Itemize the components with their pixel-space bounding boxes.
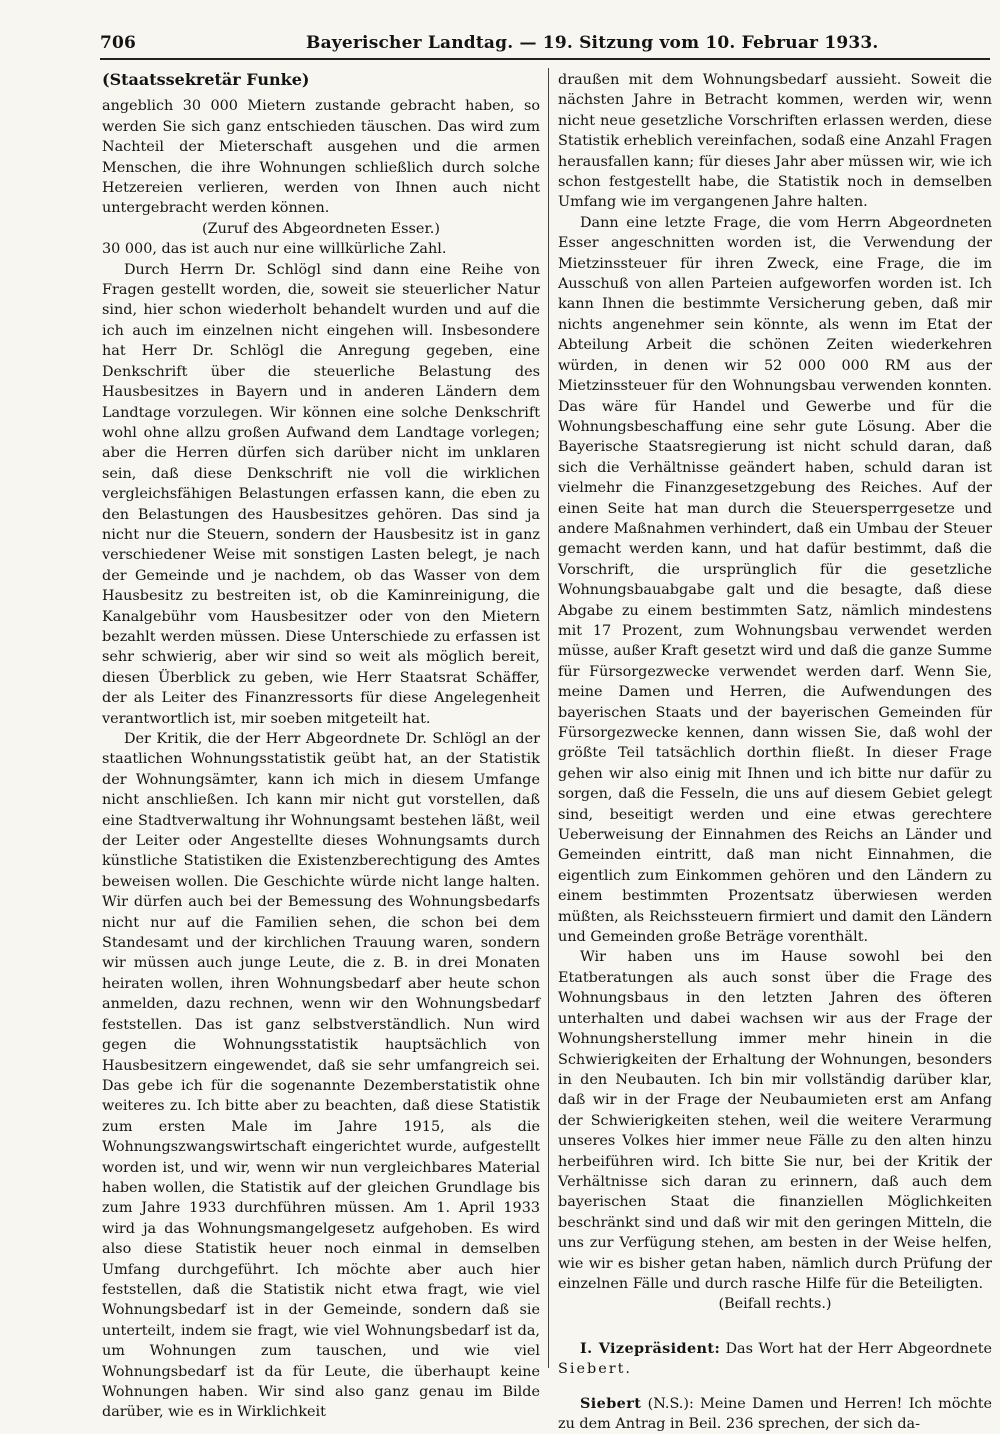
paragraph: angeblich 30 000 Mietern zustande gebracht haben, so werden Sie sich ganz entschieden täuschen. Das wird zum Nachteil der Mieterschaft ausgehen und die armen Menschen, die ihre Wohnungen schließlich durch solche Hetzereien verlieren, werden von Ihnen auch nicht untergebracht werden können. xyxy=(102,98,540,217)
column-divider xyxy=(548,68,549,1368)
speaker-name-siebert: Siebert. xyxy=(558,1361,632,1378)
paragraph: Wir haben uns im Hause sowohl bei den Etatberatungen als auch sonst über die Frage des Wohnungsbaus in den letzten Jahren des öfteren unterhalten und dabei wachsen wir aus der Frage der Wohnungsherstellung immer mehr hinein in die Schwierigkeiten der Erhaltung der Wohnungen, besonders in den Neubauten. Ich bin mir vollständig darüber klar, daß wir in der Frage der Neubaumieten erst am Anfang der Schwierigkeiten stehen, weil die weitere Verarmung unseres Volkes hier immer neue Fälle zu den alten hinzu herbeiführen wird. Ich bitte Sie nur, bei der Kritik der Verhältnisse sich daran zu erinnern, daß auch dem bayerischen Staat die finanziellen Möglichkeiten beschränkt sind und daß wir mit den geringen Mitteln, die uns zur Verfügung stehen, am besten in der Weise helfen, wie wir es bisher getan haben, nämlich durch Prüfung der einzelnen Fälle und durch rasche Hilfe für die Beteiligten. xyxy=(558,949,992,1292)
siebert-speech-start xyxy=(558,1394,992,1434)
paragraph: Durch Herrn Dr. Schlögl sind dann eine Reihe von Fragen gestellt worden, die, soweit sie steuerlicher Natur sind, hier schon wiederholt behandelt wurden und auf die ich auch im einzelnen nicht eingehen will. Insbesondere hat Herr Dr. Schlögl die Anregung gegeben, eine Denkschrift über die steuerliche Belastung des Hausbesitzes in Bayern und in anderen Ländern dem Landtage vorzulegen. Wir können eine solche Denkschrift wohl ohne allzu großen Aufwand dem Landtage vorlegen; aber die Herren dürfen sich darüber nicht im unklaren sein, daß diese Denkschrift nie voll die wirklichen vergleichsfähigen Belastungen erfassen kann, die eben zu den Belastungen des Hausbesitzes gehören. Das sind ja nicht nur die Steuern, sondern der Hausbesitz ist in ganz verschiedener Weise mit sonstigen Lasten belegt, je nach der Gemeinde und je nachdem, ob das Wasser von dem Hausbesitz zu bestreiten ist, ob die Kaminreinigung, die Kanalgebühr vom Hausbesitzer oder von den Mietern bezahlt werden müssen. Diese Unterschiede zu erfassen ist sehr schwierig, aber wir sind so weit als möglich bereit, diesen Überblick zu geben, wie Herr Staatsrat Schäffer, der als Leiter des Finanzressorts für diese Angelegenheit verantwortlich ist, mir soeben mitgeteilt hat. xyxy=(102,261,540,727)
siebert-party: (N.S.): xyxy=(647,1395,694,1412)
header-rule xyxy=(100,58,990,60)
paragraph: Dann eine letzte Frage, die vom Herrn Abgeordneten Esser angeschnitten worden ist, die Verwendung der Mietzinssteuer für ihren Zweck, eine Frage, die im Ausschuß von allen Parteien aufgeworfen worden ist. Ich kann Ihnen die bestimmte Versicherung geben, daß mir nichts angenehmer sein könnte, als wenn im Etat der Abteilung Arbeit die schönen Zeiten wiederkehren würden, in denen wir 52 000 000 RM aus der Mietzinssteuer für den Wohnungsbau verwenden konnten. Das wäre für Handel und Gewerbe und für die Wohnungsbeschaffung eine sehr gute Lösung. Aber die Bayerische Staatsregierung ist nicht schuld daran, daß sich die Verhältnisse geändert haben, schuld daran ist vielmehr die Finanzgesetzgebung des Reiches. Auf der einen Seite hat man durch die Steuersperrgesetze und andere Maßnahmen verhindert, daß ein Umbau der Steuer gemacht werden kann, und hat dafür bestimmt, daß die Vorschrift, die ursprünglich für die gesetzliche Wohnungsbauabgabe galt und die besagte, daß diese Abgabe zu einem bestimmten Satz, nämlich mindestens mit 17 Prozent, zum Wohnungsbau verwendet werden müsse, außer Kraft gesetzt wird und daß die ganze Summe für Fürsorgezwecke verwendet werden darf. Wenn Sie, meine Damen und Herren, die Aufwendungen des bayerischen Staats und der bayerischen Gemeinden für Fürsorgezwecke kennen, dann wissen Sie, daß wohl der größte Teil tatsächlich dorthin fließt. In dieser Frage gehen wir also einig mit Ihnen und ich bitte nur dafür zu sorgen, daß die Fesseln, die uns auf diesem Gebiet gelegt sind, beseitigt werden und eine etwas gerechtere Ueberweisung der Einnahmen des Reichs an Länder und Gemeinden eintritt, daß man nicht Einnahmen, die eigentlich zum Einkommen gehören und den Ländern zu einem bestimmten Prozentsatz überwiesen werden müßten, als Reichssteuern firmiert und damit den Ländern und Gemeinden große Beträge vorenthält. xyxy=(558,214,992,946)
siebert-text: Meine Damen und Herren! Ich möchte zu dem Antrag in Beil. 236 sprechen, der sich da- xyxy=(558,1395,993,1432)
running-title: Bayerischer Landtag. — 19. Sitzung vom 10. Februar 1933. xyxy=(306,33,879,53)
page-header xyxy=(100,33,990,59)
paragraph: draußen mit dem Wohnungsbedarf aussieht. Soweit die nächsten Jahre in Betracht kommen, werden wir, wenn nicht neue gesetzliche Vorschriften erlassen werden, diese Statistik erheblich vereinfachen, sodaß eine Anzahl Fragen herausfallen kann; für dieses Jahr aber müssen wir, wie ich schon festgestellt habe, die Statistik noch in demselben Umfang wie im vergangenen Jahre halten. xyxy=(558,72,992,211)
interjection: (Zuruf des Abgeordneten Esser.) xyxy=(202,220,440,237)
vice-president-remark xyxy=(558,1339,992,1380)
siebert-label: Siebert xyxy=(580,1394,642,1412)
paragraph: Der Kritik, die der Herr Abgeordnete Dr. Schlögl an der staatlichen Wohnungsstatistik geübt hat, an der Statistik der Wohnungsämter, kann ich mich in diesem Umfange nicht anschließen. Ich kann mir nicht gut vorstellen, daß eine Stadtverwaltung ihr Wohnungsamt bestehen läßt, weil der Leiter oder Angestellte dieses Wohnungsamts durch künstliche Statistiken die Existenzberechtigung des Amtes beweisen wollen. Die Geschichte würde nicht lange halten. Wir dürfen auch bei der Bemessung des Wohnungsbedarfs nicht nur auf die Familien sehen, die schon bei dem Standesamt und der kirchlichen Trauung waren, sondern wir müssen auch junge Leute, die z. B. in drei Monaten heiraten wollen, ihren Wohnungsbedarf aber heute schon anmelden, dazu rechnen, wenn wir den Wohnungsbedarf feststellen. Das ist ganz selbstverständlich. Nun wird gegen die Wohnungsstatistik hauptsächlich von Hausbesitzern eingewendet, daß sie sehr umfangreich sei. Das gebe ich für die sogenannte Dezemberstatistik ohne weiteres zu. Ich bitte aber zu beachten, daß diese Statistik zum ersten Male im Jahre 1915, als die Wohnungszwangswirtschaft eingerichtet wurde, aufgestellt worden ist, und wir, wenn wir nun vergleichbares Material haben wollen, die Statistik auf der gleichen Grundlage bis zum Jahre 1933 durchführen müssen. Am 1. April 1933 wird ja das Wohnungsmangelgesetz aufgehoben. Es wird also diese Statistik heuer noch einmal in demselben Umfang durchgeführt. Ich möchte aber auch hier feststellen, daß die Statistik nicht etwa fragt, wie viel Wohnungsbedarf ist in der Gemeinde, sondern daß sie unterteilt, indem sie fragt, wie viel Wohnungsbedarf ist da, um Wohnungen zum tauschen, und wie viel Wohnungsbedarf ist da für Leute, die überhaupt keine Wohnungen haben. Wir sind also ganz genau im Bilde darüber, wie es in Wirklichkeit xyxy=(102,731,540,1421)
vice-president-label: I. Vizepräsident: xyxy=(580,1339,721,1357)
left-column xyxy=(102,70,540,1423)
speaker-heading: (Staatssekretär Funke) xyxy=(102,70,310,89)
paragraph: 30 000, das ist auch nur eine willkürliche Zahl. xyxy=(102,241,447,258)
page-number: 706 xyxy=(100,33,137,53)
applause-note: (Beifall rechts.) xyxy=(718,1296,832,1313)
right-column xyxy=(558,70,992,1434)
vice-president-text: Das Wort hat der Herr Abgeordnete xyxy=(725,1340,993,1357)
